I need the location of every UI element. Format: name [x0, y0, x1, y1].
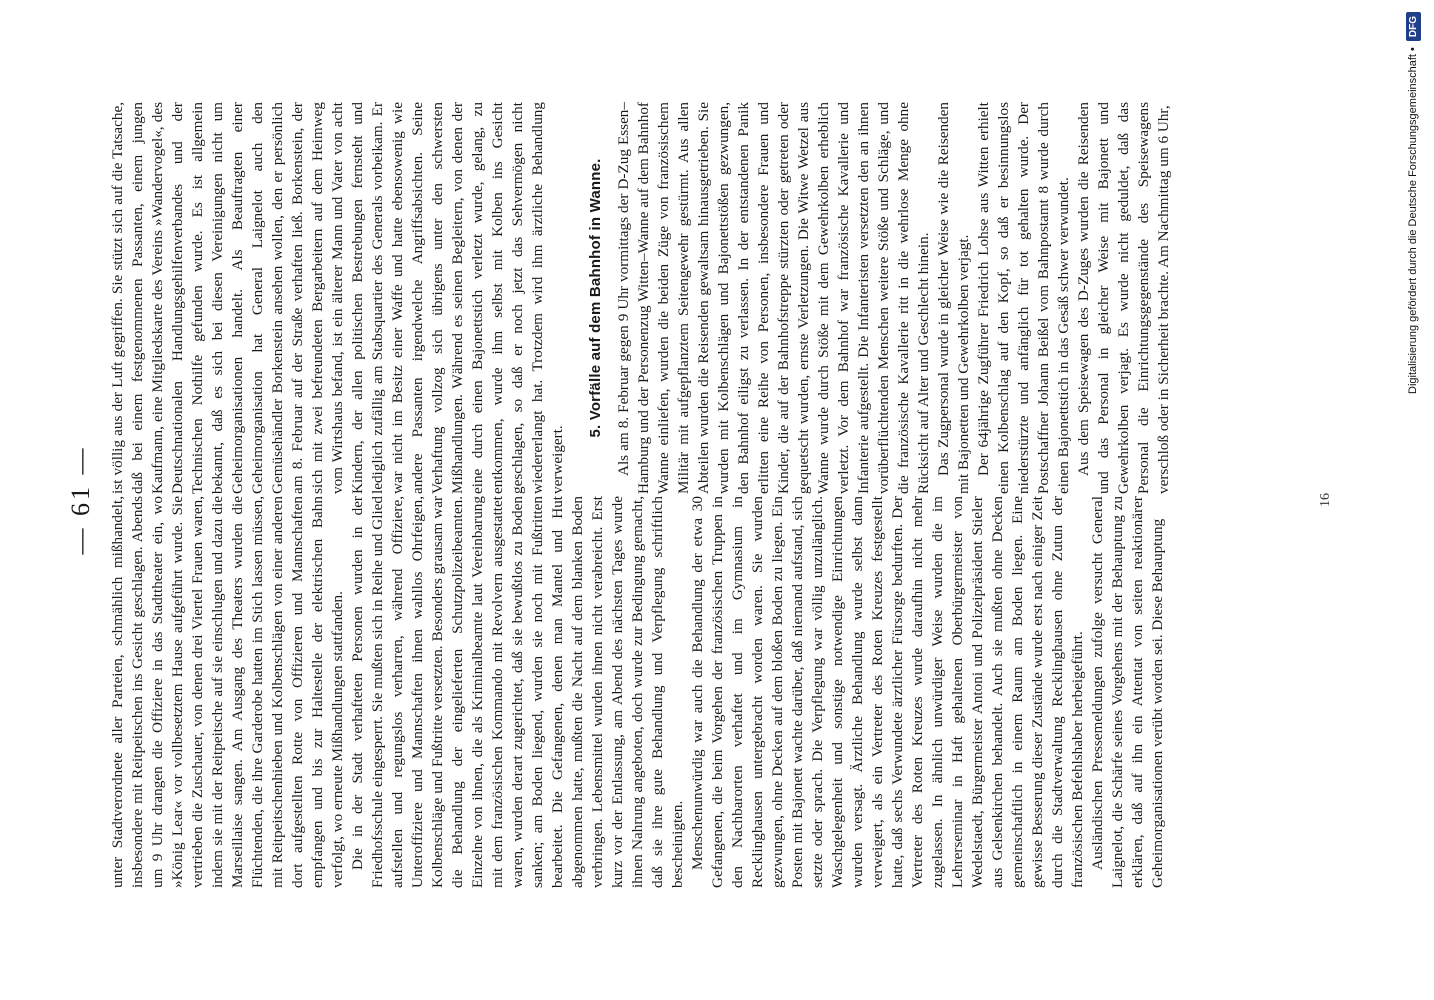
left-column — [108, 496, 1166, 888]
digitization-note — [1398, 10, 1428, 990]
sheet-number: 16 — [1318, 493, 1333, 507]
paragraph: Ausländischen Pressemeldungen zufolge versucht General Laignelot, die Schärfe seines Vorgehens mit der Behauptung zu erklären, daß auf ihn ein Attentat von seiten reaktionärer Geheimorganisationen verübt worden sei. Diese Behauptung — [1089, 496, 1166, 888]
right-column — [108, 102, 1172, 494]
page-number: — 61 — — [66, 445, 95, 555]
digitization-text: Digitalisierung gefördert durch die Deutsche Forschungsgemeinschaft • — [1407, 47, 1419, 394]
paragraph: Menschenunwürdig war auch die Behandlung der etwa 30 Gefangenen, die beim Vorgehen der französischen Truppen in den Nachbarorten verhaftet und im Gymnasium in Recklinghausen untergebracht worden waren. Sie wurden gezwungen, ohne Decken auf dem bloßen Boden zu liegen. Ein Posten mit Bajonett wachte darüber, daß niemand aufstand, sich setzte oder sprach. Die Verpflegung war völlig unzulänglich. Waschgelegenheit und sonstige notwendige Einrichtungen wurden versagt. Ärztliche Behandlung wurde selbst dann verweigert, als ein Vertreter des Roten Kreuzes festgestellt hatte, daß sechs Verwundete ärztlicher Fürsorge bedurften. Der Vertreter des Roten Kreuzes wurde daraufhin nicht mehr zugelassen. In ähnlich unwürdiger Weise wurden die im Lehrerseminar in Haft gehaltenen Oberbürgermeister von Wedelstaedt, Bürgermeister Antoni und Polizeipräsident Stieler aus Gelsenkirchen behandelt. Auch sie mußten ohne Decken gemeinschaftlich in einem Raum am Boden liegen. Eine gewisse Besserung dieser Zustände wurde erst nach einiger Zeit durch die Stadtverwaltung Recklinghausen ohne Zutun der französischen Befehlshaber herbeigeführt. — [689, 496, 1086, 888]
paragraph: Das Zugpersonal wurde in gleicher Weise wie die Reisenden mit Bajonetten und Gewehrkolben verjagt. — [935, 102, 972, 494]
page-header — [64, 0, 104, 1000]
paragraph: Als am 8. Februar gegen 9 Uhr vormittags der D-Zug Essen–Hamburg und der Personenzug Witten–Wanne auf dem Bahnhof Wanne einliefen, wurden die beiden Züge von französischem Militär mit aufgepflanztem Seitengewehr gestürmt. Aus allen Abteilen wurden die Reisenden gewaltsam hinausgetrieben. Sie wurden mit Kolbenschlägen und Bajonettstößen gezwungen, den Bahnhof eiligst zu verlassen. In der entstandenen Panik erlitten eine Reihe von Personen, insbesondere Frauen und Kinder, die auf der Bahnhofstreppe stürzten oder getreten oder gequetscht wurden, ernste Verletzungen. Die Witwe Wetzel aus Wanne wurde durch Stöße mit dem Gewehrkolben erheblich verletzt. Vor dem Bahnhof war französische Kavallerie und Infanterie aufgestellt. Die Infanteristen versetzten den an ihnen vorüberflüchtenden Menschen weitere Stöße und Schläge, und die französische Kavallerie ritt in die wehrlose Menge ohne Rücksicht auf Alter und Geschlecht hinein. — [615, 102, 932, 494]
paragraph: ist völlig aus der Luft gegriffen. Sie stützt sich auf die Tatsache, daß bei einem festgenommenen Passanten, einem jungen Kaufmann, eine Mitgliedskarte des Vereins »Wandervogel«, des Deutschnationalen Handlungsgehilfenverbandes und der Technischen Nothilfe gefunden wurde. Es ist allgemein bekannt, daß es sich bei diesen Vereinigungen nicht um Geheimorganisationen handelt. Als Beauftragten einer Geheimorganisation hat General Laignelot auch den Gemüsehändler Borkenstein ansehen wollen, den er persönlich am 8. Februar auf der Straße verhaften ließ. Borkenstein, der sich mit zwei befreundeten Bergarbeitern auf dem Heimweg vom Wirtshaus befand, ist ein älterer Mann und Vater von acht Kindern, der allen politischen Bestrebungen fernsteht und lediglich zufällig am Stabsquartier des Generals vorbeikam. Er war nicht im Besitz einer Waffe und hatte ebensowenig wie andere Passanten irgendwelche Angriffsabsichten. Seine Verhaftung vollzog sich übrigens unter den schwersten Mißhandlungen. Während es seinen Begleitern, von denen der eine durch einen Bajonettstich verletzt wurde, gelang, zu entkommen, wurde ihm selbst mit Kolben ins Gesicht geschlagen, so daß er noch jetzt das Sehvermögen nicht wiedererlangt hat. Trotzdem wird ihm ärztliche Behandlung verweigert. — [109, 102, 566, 494]
paragraph: Aus dem Speisewagen des D-Zuges wurden die Reisenden und das Personal in gleicher Weise mit Bajonett und Gewehrkolben verjagt. Es wurde nicht geduldet, daß das Personal die Einrichtungsgegenstände des Speisewagens verschloß oder in Sicherheit brachte. Am Nachmittag um 6 Uhr, — [1075, 102, 1172, 494]
paragraph: Der 64jährige Zugführer Friedrich Lohse aus Witten erhielt einen Kolbenschlag auf den Kopf, so daß er besinnungslos niederstürzte und anfänglich für tot gehalten wurde. Der Postschaffner Johann Beißel vom Bahnpostamt 8 wurde durch einen Bajonettstich in das Gesäß schwer verwundet. — [975, 102, 1072, 494]
dfg-logo-icon: DFG — [1406, 12, 1421, 41]
paragraph: Die in der Stadt verhafteten Personen wurden in der Friedhofsschule eingesperrt. Sie mußten sich in Reihe und Glied aufstellen und regungslos verharren, während Offiziere, Unteroffiziere und Mannschaften ihnen wahllos Ohrfeigen, Kolbenschläge und Fußtritte versetzten. Besonders grausam war die Behandlung der eingelieferten Schutzpolizeibeamten. Einzelne von ihnen, die als Kriminalbeamte laut Vereinbarung mit dem französischen Kommando mit Revolvern ausgestattet waren, wurden derart zugerichtet, daß sie bewußtlos zu Boden sanken; am Boden liegend, wurden sie noch mit Fußtritten bearbeitet. Die Gefangenen, denen man Mantel und Hut abgenommen hatte, mußten die Nacht auf dem blanken Boden verbringen. Lebensmittel wurden ihnen nicht verabreicht. Erst kurz vor der Entlassung, am Abend des nächsten Tages wurde ihnen Nahrung angeboten, doch wurde zur Bedingung gemacht, daß sie ihre gute Behandlung und Verpflegung schriftlich bescheinigten. — [349, 496, 686, 888]
section-heading: 5. Vorfälle auf dem Bahnhof in Wanne. — [587, 158, 604, 438]
paragraph: unter Stadtverordnete aller Parteien, schmählich mißhandelt, insbesondere mit Reitpeitschen ins Gesicht geschlagen. Abends um 9 Uhr drangen die Offiziere in das Stadttheater ein, wo »König Lear« vor vollbesetztem Hause aufgeführt wurde. Sie vertrieben die Zuschauer, von denen drei Viertel Frauen waren, indem sie mit der Reitpeitsche auf sie einschlugen und dazu die Marseillaise sangen. Am Ausgang des Theaters wurden die Flüchtenden, die ihre Garderobe hatten im Stich lassen müssen, mit Reitpeitschenhieben und Kolbenschlägen von einer anderen dort aufgestellten Rotte von Offizieren und Mannschaften empfangen und bis zur Haltestelle der elektrischen Bahn verfolgt, wo erneute Mißhandlungen stattfanden. — [109, 496, 346, 888]
